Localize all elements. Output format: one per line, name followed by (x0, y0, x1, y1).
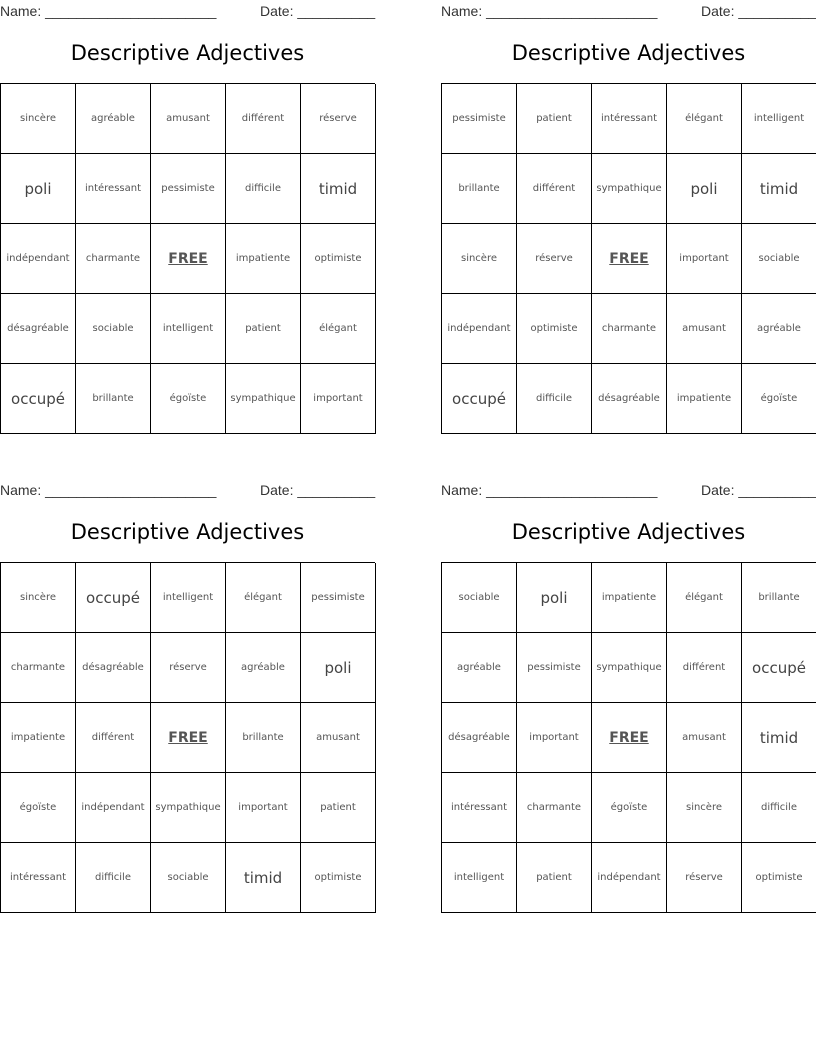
name-field-label: Name: ______________________ (441, 3, 658, 19)
bingo-cell: agréable (226, 633, 301, 703)
bingo-cell: indépendant (592, 843, 667, 913)
bingo-cell: charmante (592, 294, 667, 364)
bingo-cell: désagréable (442, 703, 517, 773)
bingo-cell: élégant (226, 563, 301, 633)
bingo-cell: sincère (442, 224, 517, 294)
bingo-cell: timid (742, 703, 816, 773)
bingo-cell: égoïste (742, 364, 816, 434)
bingo-cell: intéressant (442, 773, 517, 843)
bingo-cell: sociable (76, 294, 151, 364)
bingo-cell: sincère (1, 563, 76, 633)
bingo-cell: intéressant (1, 843, 76, 913)
bingo-cell: différent (76, 703, 151, 773)
bingo-card (441, 479, 816, 919)
free-space: FREE (592, 703, 667, 773)
bingo-cell: indépendant (1, 224, 76, 294)
bingo-cell: patient (517, 84, 592, 154)
name-field-label: Name: ______________________ (441, 482, 658, 498)
date-field-label: Date: __________ (260, 482, 376, 498)
free-space: FREE (151, 224, 226, 294)
bingo-cell: élégant (667, 84, 742, 154)
bingo-cell: impatiente (592, 563, 667, 633)
bingo-cell: patient (226, 294, 301, 364)
date-field-label: Date: __________ (701, 3, 816, 19)
bingo-cell: sociable (742, 224, 816, 294)
bingo-cell: intelligent (442, 843, 517, 913)
bingo-cell: charmante (76, 224, 151, 294)
bingo-cell: difficile (226, 154, 301, 224)
bingo-grid (0, 83, 375, 434)
bingo-cell: différent (667, 633, 742, 703)
bingo-cell: agréable (76, 84, 151, 154)
card-title: Descriptive Adjectives (70, 41, 305, 65)
bingo-cell: brillante (742, 563, 816, 633)
bingo-cell: charmante (1, 633, 76, 703)
bingo-cell: égoïste (1, 773, 76, 843)
bingo-cell: sympathique (151, 773, 226, 843)
bingo-cell: pessimiste (151, 154, 226, 224)
bingo-cell: poli (1, 154, 76, 224)
bingo-cell: optimiste (742, 843, 816, 913)
bingo-cell: sympathique (226, 364, 301, 434)
bingo-cell: sociable (442, 563, 517, 633)
bingo-cell: élégant (301, 294, 376, 364)
bingo-cell: réserve (301, 84, 376, 154)
card-title: Descriptive Adjectives (511, 520, 746, 544)
bingo-cell: brillante (226, 703, 301, 773)
bingo-cell: optimiste (301, 224, 376, 294)
bingo-cell: sociable (151, 843, 226, 913)
bingo-cell: désagréable (1, 294, 76, 364)
bingo-grid (441, 83, 816, 434)
bingo-cell: intelligent (151, 294, 226, 364)
bingo-cell: occupé (442, 364, 517, 434)
bingo-cell: pessimiste (442, 84, 517, 154)
bingo-cell: timid (742, 154, 816, 224)
bingo-cell: impatiente (667, 364, 742, 434)
bingo-cell: important (226, 773, 301, 843)
bingo-cell: sincère (1, 84, 76, 154)
bingo-cell: brillante (76, 364, 151, 434)
bingo-cell: charmante (517, 773, 592, 843)
date-field-label: Date: __________ (260, 3, 376, 19)
bingo-cell: important (667, 224, 742, 294)
bingo-cell: poli (517, 563, 592, 633)
bingo-cell: occupé (1, 364, 76, 434)
bingo-cell: difficile (76, 843, 151, 913)
bingo-cell: poli (301, 633, 376, 703)
bingo-cell: timid (301, 154, 376, 224)
bingo-cell: égoïste (592, 773, 667, 843)
date-field-label: Date: __________ (701, 482, 816, 498)
bingo-cell: difficile (517, 364, 592, 434)
bingo-cell: pessimiste (517, 633, 592, 703)
bingo-cell: différent (226, 84, 301, 154)
bingo-cell: amusant (301, 703, 376, 773)
bingo-cell: timid (226, 843, 301, 913)
bingo-cell: important (517, 703, 592, 773)
bingo-cell: sincère (667, 773, 742, 843)
bingo-cell: impatiente (226, 224, 301, 294)
bingo-cell: amusant (667, 703, 742, 773)
bingo-cell: sympathique (592, 633, 667, 703)
bingo-cell: intéressant (76, 154, 151, 224)
bingo-cell: intéressant (592, 84, 667, 154)
bingo-cell: indépendant (76, 773, 151, 843)
bingo-grid (0, 562, 375, 913)
bingo-cell: patient (301, 773, 376, 843)
name-field-label: Name: ______________________ (0, 482, 217, 498)
bingo-cell: occupé (76, 563, 151, 633)
bingo-cell: intelligent (742, 84, 816, 154)
bingo-cell: réserve (517, 224, 592, 294)
bingo-cell: pessimiste (301, 563, 376, 633)
bingo-cell: indépendant (442, 294, 517, 364)
bingo-cell: important (301, 364, 376, 434)
name-field-label: Name: ______________________ (0, 3, 217, 19)
bingo-cell: intelligent (151, 563, 226, 633)
bingo-cell: poli (667, 154, 742, 224)
free-space: FREE (151, 703, 226, 773)
bingo-cell: amusant (667, 294, 742, 364)
bingo-cell: réserve (151, 633, 226, 703)
bingo-cell: agréable (742, 294, 816, 364)
bingo-card (0, 0, 375, 440)
bingo-cell: amusant (151, 84, 226, 154)
bingo-grid (441, 562, 816, 913)
bingo-cell: patient (517, 843, 592, 913)
bingo-cell: optimiste (301, 843, 376, 913)
card-title: Descriptive Adjectives (511, 41, 746, 65)
card-title: Descriptive Adjectives (70, 520, 305, 544)
bingo-cell: élégant (667, 563, 742, 633)
bingo-cell: réserve (667, 843, 742, 913)
bingo-cell: optimiste (517, 294, 592, 364)
bingo-cell: impatiente (1, 703, 76, 773)
bingo-cell: désagréable (76, 633, 151, 703)
bingo-card (441, 0, 816, 440)
bingo-cell: occupé (742, 633, 816, 703)
bingo-cell: égoïste (151, 364, 226, 434)
bingo-cell: agréable (442, 633, 517, 703)
bingo-card (0, 479, 375, 919)
bingo-cell: difficile (742, 773, 816, 843)
bingo-cell: désagréable (592, 364, 667, 434)
free-space: FREE (592, 224, 667, 294)
bingo-cell: sympathique (592, 154, 667, 224)
bingo-cell: différent (517, 154, 592, 224)
bingo-cell: brillante (442, 154, 517, 224)
